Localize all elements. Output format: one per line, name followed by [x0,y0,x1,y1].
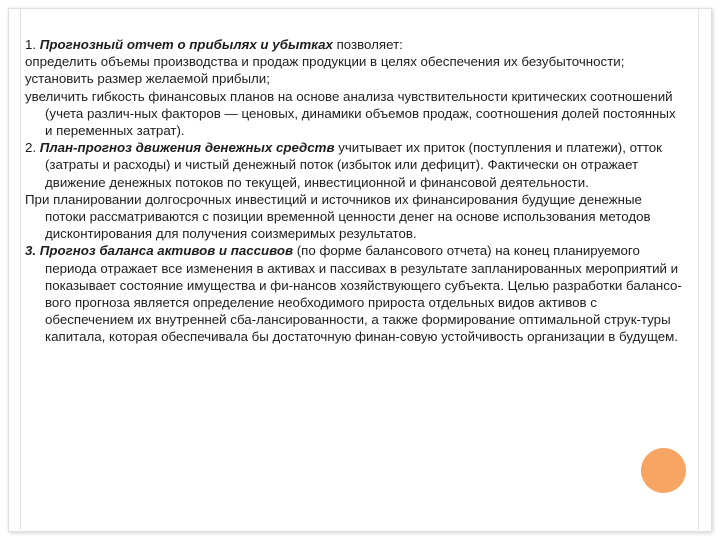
paragraph-text: позволяет: [332,37,403,52]
heading-profit-loss-forecast: Прогнозный отчет о прибылях и убытках [39,37,333,52]
paragraph-flexibility: увеличить гибкость финансовых планов на основе анализа чувствительности критических соотношений (учета различ-ных факторов — ценовых, динамики объемов продаж, соотношения долей постоянных и переменных затрат). [25,88,676,139]
frame-right-rule [698,8,699,530]
paragraph-desired-profit: установить размер желаемой прибыли; [25,71,270,87]
item-number: 1. [25,37,40,52]
item-number: 2. [25,140,40,156]
paragraph-text: учитывает их приток (поступления и платежи), отток (затраты и расходы) и чистый денежный поток (избыток или дефицит). Фактически он отражает движение денежных потоков по текущей, инвестиционной и финансовой деятельности. [45,140,662,190]
paragraph-text: (по форме балансового отчета) на конец планируемого периода отражает все изменения в активах и пассивах в результате запланированных мероприятий и показывает состояние имущества и фи-нансов хозяйствующего субъекта. Целью разработки балансо-вого прогноза является определение необходимого прироста отдельных видов активов с обеспечением их внутренней сба-лансированности, а также формирование оптимальной струк-туры капитала, которая обеспечивала бы достаточную финан-совую устойчивость организации в будущем. [45,243,682,345]
paragraph-long-term-investments: При планировании долгосрочных инвестиций и источников их финансирования будущие денежные потоки рассматриваются с позиции временной ценности денег на основе использования методов дисконтирования для получения соизмеримых результатов. [25,191,651,242]
paragraph-balance-forecast [25,242,685,345]
paragraph-cash-flow-plan [25,139,685,191]
orange-circle-decoration [641,448,686,493]
heading-balance-forecast: 3. Прогноз баланса активов и пассивов [25,243,294,259]
slide-body [25,36,685,346]
frame-left-rule [20,8,21,530]
paragraph-production-volumes: определить объемы производства и продаж продукции в целях обеспечения их безубыточности; [25,54,625,70]
heading-cash-flow-plan: План-прогноз движения денежных средств [39,140,335,156]
paragraph-profit-loss-forecast [25,36,685,53]
